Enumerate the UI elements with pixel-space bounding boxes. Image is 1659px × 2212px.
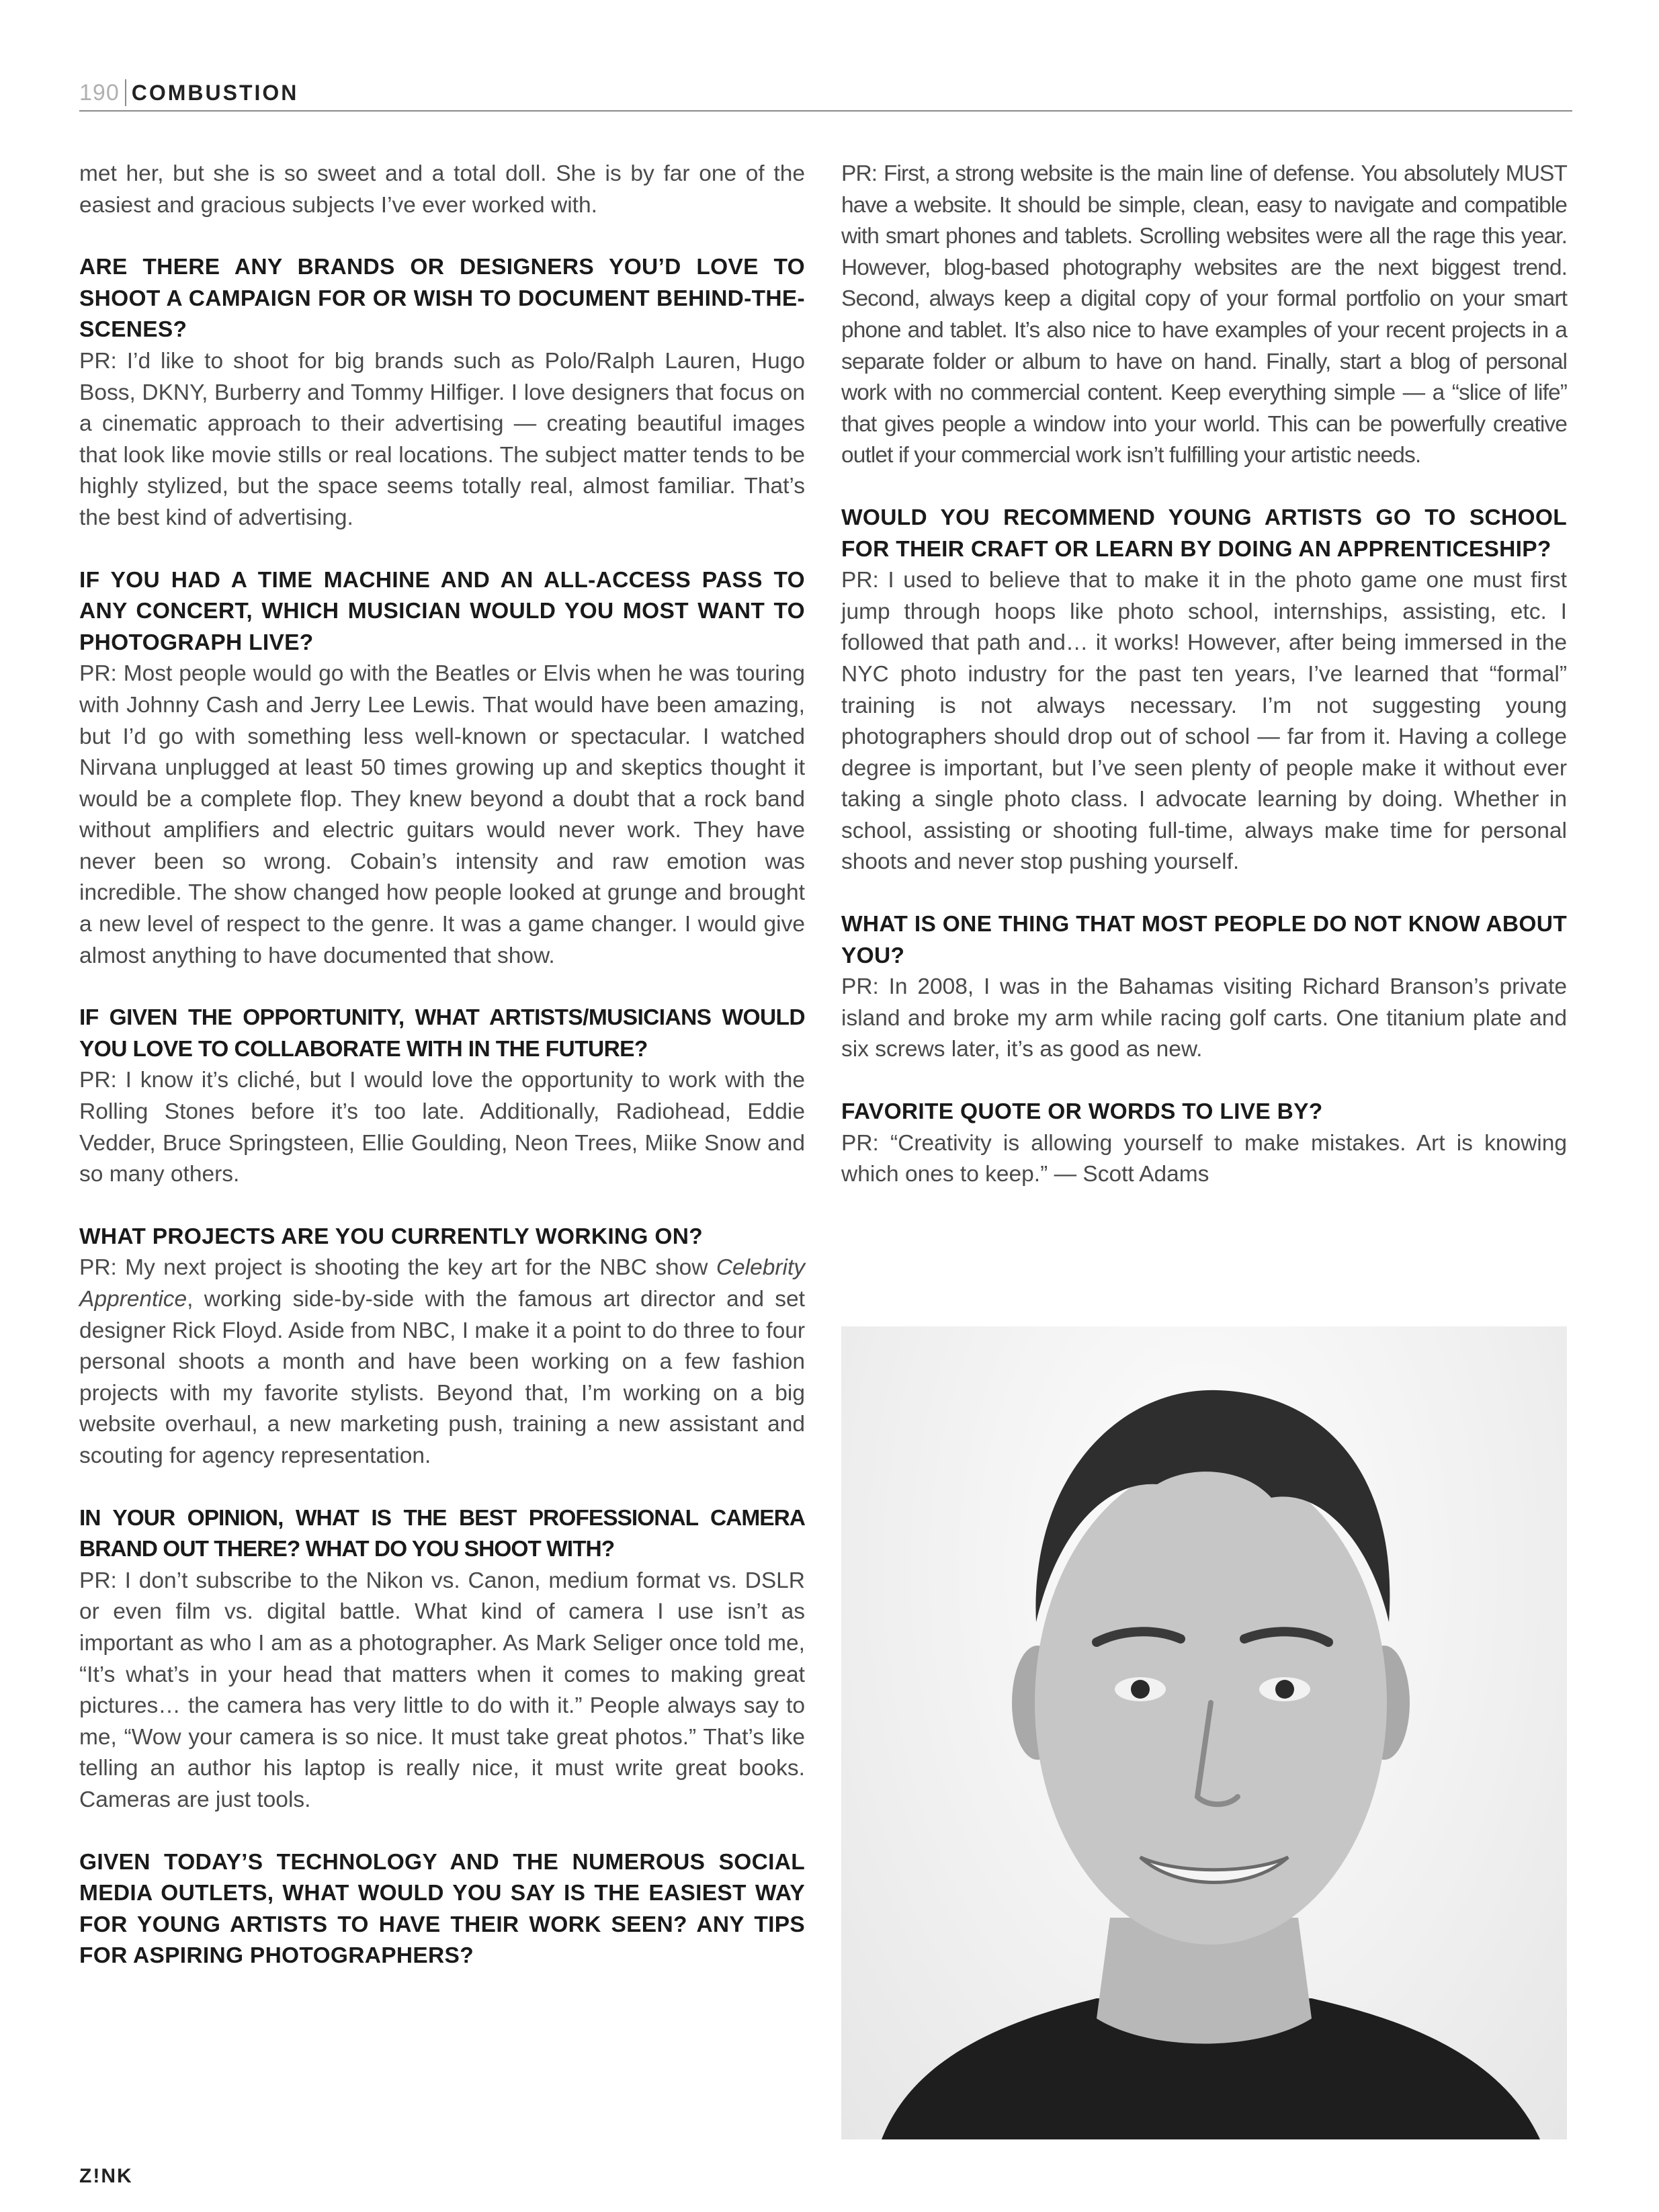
question-heading: WOULD YOU RECOMMEND YOUNG ARTISTS GO TO SCHOOL FOR THEIR CRAFT OR LEARN BY DOING AN APPRENTICESHIP? xyxy=(841,505,1567,562)
question-heading: IF GIVEN THE OPPORTUNITY, WHAT ARTISTS/MUSICIANS WOULD YOU LOVE TO COLLABORATE WITH IN THE FUTURE? xyxy=(79,1005,805,1062)
answer-text: PR: I used to believe that to make it in the photo game one must first jump through hoops like photo school, internships, assisting, etc. I followed that path and… it works! However, after being immersed in the NYC photo industry for the past ten years, I’ve learned that “formal” training is not always necessary. I’m not suggesting young photographers should drop out of school — far from it. Having a college degree is important, but I’ve seen plenty of people make it without ever taking a single photo class. I advocate learning by doing. Whether in school, assisting or shooting full-time, always make time for personal shoots and never stop pushing yourself. xyxy=(841,568,1567,875)
answer-text xyxy=(79,1252,805,1472)
question-heading: IN YOUR OPINION, WHAT IS THE BEST PROFESSIONAL CAMERA BRAND OUT THERE? WHAT DO YOU SHOOT WITH? xyxy=(79,1505,805,1562)
portrait-illustration xyxy=(841,1326,1567,2139)
brand-logo: Z!NK xyxy=(79,2165,133,2187)
question-heading: WHAT PROJECTS ARE YOU CURRENTLY WORKING ON? xyxy=(79,1224,703,1249)
question-heading: WHAT IS ONE THING THAT MOST PEOPLE DO NOT KNOW ABOUT YOU? xyxy=(841,912,1567,968)
answer-text: PR: First, a strong website is the main line of defense. You absolutely MUST have a website. It should be simple, clean, easy to navigate and compatible with smart phones and tablets. Scrolling websites were all the rage this year. However, blog-based photography websites are the next biggest trend. Second, always keep a digital copy of your formal portfolio on your smart phone and tablet. It’s also nice to have examples of your recent projects in a separate folder or album to have on hand. Finally, start a blog of personal work with no commercial content. Keep everything simple — a “slice of life” that gives people a window into your world. This can be powerfully creative outlet if your commercial work isn’t fulfilling your artistic needs. xyxy=(841,161,1567,468)
answer-text-part: , working side-by-side with the famous art director and set designer Rick Floyd. Aside from NBC, I make it a point to do three to four personal shoots a month and have been working on a few fashion projects with my favorite stylists. Beyond that, I’m working on a big website overhaul, a new marketing push, training a new assistant and scouting for agency representation. xyxy=(79,1287,805,1468)
question-heading: FAVORITE QUOTE OR WORDS TO LIVE BY? xyxy=(841,1099,1323,1125)
question-heading: GIVEN TODAY’S TECHNOLOGY AND THE NUMEROUS SOCIAL MEDIA OUTLETS, WHAT WOULD YOU SAY IS THE EASIEST WAY FOR YOUNG ARTISTS TO HAVE THEIR WORK SEEN? ANY TIPS FOR ASPIRING PHOTOGRAPHERS? xyxy=(79,1849,805,1969)
left-column xyxy=(79,159,805,1972)
page-number: 190 xyxy=(79,79,126,106)
answer-text: PR: I don’t subscribe to the Nikon vs. Canon, medium format vs. DSLR or even film vs. digital battle. What kind of camera I use isn’t as important as who I am as a photographer. As Mark Seliger once told me, “It’s what’s in your head that matters when it comes to making great pictures… the camera has very little to do with it.” People always say to me, “Wow your camera is so nice. It must take great photos.” That’s like telling an author his laptop is really nice, it must write great books. Cameras are just tools. xyxy=(79,1568,805,1812)
answer-text: PR: I’d like to shoot for big brands such as Polo/Ralph Lauren, Hugo Boss, DKNY, Burberry and Tommy Hilfiger. I love designers that focus on a cinematic approach to their advertising — creating beautiful images that look like movie stills or real locations. The subject matter tends to be highly stylized, but the space seems totally real, almost familiar. That’s the best kind of advertising. xyxy=(79,348,805,530)
answer-text: PR: In 2008, I was in the Bahamas visiting Richard Branson’s private island and broke my arm while racing golf carts. One titanium plate and six screws later, it’s as good as new. xyxy=(841,974,1567,1062)
section-title: COMBUSTION xyxy=(131,81,299,105)
right-column xyxy=(841,159,1567,1222)
answer-text: PR: I know it’s cliché, but I would love the opportunity to work with the Rolling Stones before it’s too late. Additionally, Radiohead, Eddie Vedder, Bruce Springsteen, Ellie Goulding, Neon Trees, Miike Snow and so many others. xyxy=(79,1068,805,1187)
answer-text: PR: Most people would go with the Beatles or Elvis when he was touring with Johnny Cash and Jerry Lee Lewis. That would have been amazing, but I’d go with something less well-known or spectacular. I watched Nirvana unplugged at least 50 times growing up and skeptics thought it would be a complete flop. They knew beyond a doubt that a rock band without amplifiers and electric guitars would never work. They have never been so wrong. Cobain’s intensity and raw emotion was incredible. The show changed how people looked at grunge and brought a new level of respect to the genre. It was a game changer. I would give almost anything to have documented that show. xyxy=(79,661,805,968)
question-heading: ARE THERE ANY BRANDS OR DESIGNERS YOU’D LOVE TO SHOOT A CAMPAIGN FOR OR WISH TO DOCUMENT BEHIND-THE-SCENES? xyxy=(79,255,805,343)
page-header xyxy=(79,75,1572,112)
show-title: Celebrity Apprentice xyxy=(79,1255,805,1312)
answer-text-part: PR: My next project is shooting the key art for the NBC show xyxy=(79,1255,716,1281)
answer-text: met her, but she is so sweet and a total doll. She is by far one of the easiest and gracious subjects I’ve ever worked with. xyxy=(79,161,805,218)
question-heading: IF YOU HAD A TIME MACHINE AND AN ALL-ACCESS PASS TO ANY CONCERT, WHICH MUSICIAN WOULD YOU MOST WANT TO PHOTOGRAPH LIVE? xyxy=(79,567,805,655)
answer-text: PR: “Creativity is allowing yourself to make mistakes. Art is knowing which ones to keep.” — Scott Adams xyxy=(841,1130,1567,1187)
portrait-photo xyxy=(841,1326,1567,2139)
